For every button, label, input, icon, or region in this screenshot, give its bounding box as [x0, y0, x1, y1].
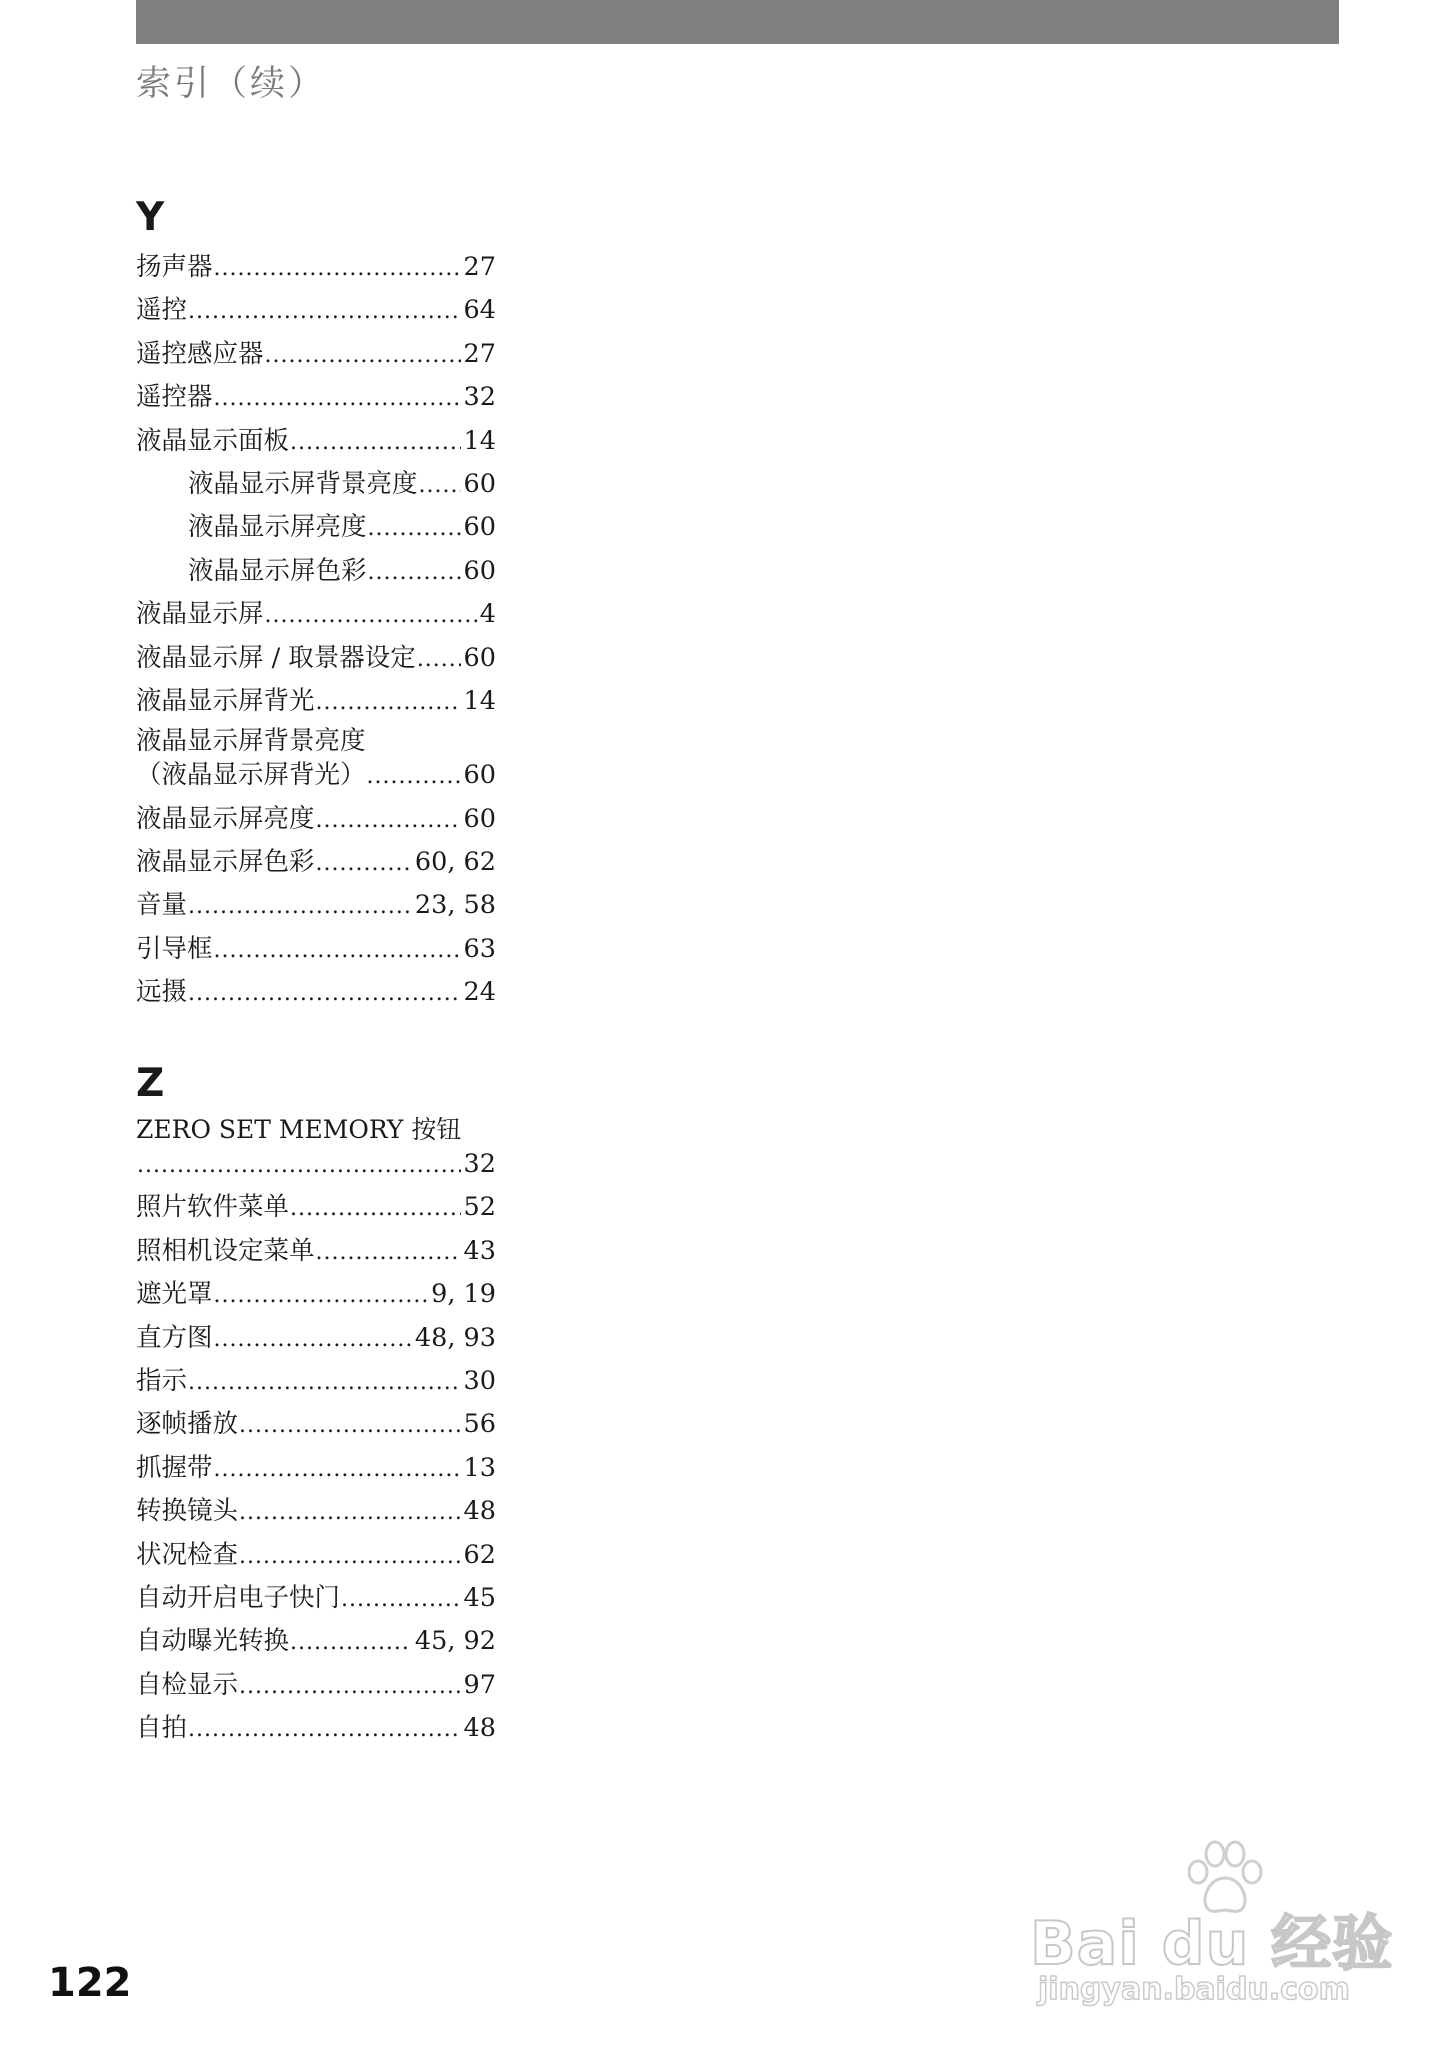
entry-page: 63: [463, 933, 496, 964]
dot-leader: [290, 1621, 412, 1664]
entry-page: 60: [463, 512, 496, 543]
dot-leader: [316, 799, 461, 842]
entry-page: 48, 93: [414, 1322, 496, 1353]
dot-leader: [214, 929, 461, 972]
entry-term: 直方图: [136, 1322, 213, 1353]
entry-page: 32: [463, 382, 496, 413]
dot-leader: [188, 1361, 461, 1404]
index-entry: [136, 1112, 496, 1186]
dot-leader: [188, 290, 461, 333]
dot-leader: [316, 1231, 461, 1274]
index-entry: [136, 1273, 496, 1316]
dot-leader: [214, 1274, 429, 1317]
index-entry: [136, 884, 496, 927]
dot-leader: [367, 755, 461, 798]
dot-leader: [137, 1144, 461, 1187]
entry-term: 自检显示: [136, 1669, 239, 1700]
entry-page: 43: [463, 1235, 496, 1266]
index-entry: [136, 1317, 496, 1360]
entry-term: 自动曝光转换: [136, 1626, 290, 1657]
index-entry: [136, 1230, 496, 1273]
entry-page: 45, 92: [414, 1626, 496, 1657]
dot-leader: [239, 1404, 461, 1447]
entry-page: 23, 58: [414, 890, 496, 921]
entry-page: 60, 62: [414, 847, 496, 878]
index-entry: [136, 1620, 496, 1663]
entry-page: 32: [463, 1149, 496, 1179]
entry-page: 56: [463, 1409, 496, 1440]
entry-term: 自拍: [136, 1713, 188, 1744]
index-entry: [136, 376, 496, 419]
entry-term: 自动开启电子快门: [136, 1582, 341, 1613]
watermark-logo: Bai du 经验: [1030, 1909, 1394, 1979]
entry-term: 扬声器: [136, 252, 213, 282]
page-title: 索引（续）: [136, 64, 327, 104]
dot-leader: [188, 885, 412, 928]
index-entry: [136, 971, 496, 1014]
dot-leader: [214, 1448, 461, 1491]
entry-page: 64: [463, 295, 496, 326]
entry-page: 30: [463, 1365, 496, 1396]
section-letter: Y: [136, 195, 165, 240]
index-entry: [136, 841, 496, 884]
entry-page: 24: [463, 977, 496, 1008]
entry-term: 转换镜头: [136, 1496, 239, 1527]
index-entry: [136, 1490, 496, 1533]
index-entry: [136, 723, 496, 797]
entry-page: 48: [463, 1713, 496, 1744]
entry-term: 遮光罩: [136, 1279, 213, 1310]
entry-page: 60: [463, 555, 496, 586]
entry-term: 液晶显示屏: [136, 599, 264, 630]
header-bar: [136, 0, 1339, 44]
dot-leader: [214, 247, 461, 290]
entry-page: 27: [463, 338, 496, 369]
entry-term: 照相机设定菜单: [136, 1235, 315, 1266]
entry-term: 指示: [136, 1365, 188, 1396]
section-letter: Z: [136, 1061, 165, 1106]
dot-leader: [368, 507, 461, 550]
dot-leader: [265, 334, 461, 377]
dot-leader: [239, 1535, 461, 1578]
entry-term: 状况检查: [136, 1539, 239, 1570]
entry-page: 14: [463, 425, 496, 456]
index-section-z: [136, 1060, 496, 1750]
entry-page: 60: [463, 642, 496, 673]
dot-leader: [239, 1491, 461, 1534]
index-entry: [136, 1707, 496, 1750]
dot-leader: [188, 1708, 461, 1751]
dot-leader: [419, 464, 461, 507]
entry-term: 遥控器: [136, 382, 213, 413]
entry-term: 液晶显示屏背光: [136, 685, 315, 716]
entry-term: 远摄: [136, 977, 188, 1008]
entry-page: 9, 19: [431, 1279, 496, 1310]
dot-leader: [316, 842, 412, 885]
entry-term: 液晶显示屏亮度: [136, 803, 315, 834]
index-entry: [136, 1534, 496, 1577]
entry-term: 音量: [136, 890, 188, 921]
dot-leader: [265, 594, 477, 637]
page-number: 122: [48, 1960, 132, 2006]
dot-leader: [239, 1665, 461, 1708]
entry-term: 遥控感应器: [136, 338, 264, 369]
index-entry: [136, 1577, 496, 1620]
entry-term: ZERO SET MEMORY 按钮: [136, 1115, 462, 1144]
index-entry: [136, 928, 496, 971]
entry-term: 遥控: [136, 295, 188, 326]
entry-page: 13: [463, 1452, 496, 1483]
entry-page: 45: [463, 1582, 496, 1613]
index-subentry: [136, 463, 496, 506]
entry-page: 60: [463, 760, 496, 791]
index-section-y: [136, 194, 496, 1015]
index-subentry: [136, 550, 496, 593]
index-entry: [136, 1186, 496, 1229]
dot-leader: [290, 1187, 461, 1230]
entry-term: 液晶显示屏背景亮度: [188, 468, 418, 499]
entry-term: 逐帧播放: [136, 1409, 239, 1440]
index-entry: [136, 1664, 496, 1707]
entry-page: 62: [463, 1539, 496, 1570]
entry-term: 液晶显示屏色彩: [136, 847, 315, 878]
index-subentry: [136, 506, 496, 549]
entry-page: 52: [463, 1192, 496, 1223]
entry-page: 27: [463, 252, 496, 282]
entry-page: 97: [463, 1669, 496, 1700]
index-entry: [136, 680, 496, 723]
dot-leader: [290, 421, 461, 464]
index-entry: [136, 289, 496, 332]
index-entry: [136, 333, 496, 376]
index-entry: [136, 420, 496, 463]
entry-page: 4: [479, 599, 496, 630]
entry-term: 液晶显示屏背景亮度: [136, 726, 366, 757]
baidu-jingyan-watermark: [1030, 1838, 1394, 2018]
index-entry: [136, 593, 496, 636]
dot-leader: [188, 972, 461, 1015]
dot-leader: [214, 1318, 412, 1361]
entry-term: 引导框: [136, 933, 213, 964]
entry-page: 14: [463, 685, 496, 716]
entry-page: 60: [463, 803, 496, 834]
entry-term: 照片软件菜单: [136, 1192, 290, 1223]
dot-leader: [368, 551, 461, 594]
watermark-url: jingyan.baidu.com: [1038, 1972, 1350, 2007]
entry-term: 抓握带: [136, 1452, 213, 1483]
dot-leader: [316, 681, 461, 724]
entry-term: 液晶显示屏 / 取景器设定: [136, 642, 416, 673]
entry-term: 液晶显示屏亮度: [188, 512, 367, 543]
index-entry: [136, 1360, 496, 1403]
entry-term: 液晶显示面板: [136, 425, 290, 456]
entry-page: 48: [463, 1496, 496, 1527]
index-entry: [136, 246, 496, 289]
index-entry: [136, 798, 496, 841]
entry-term: 液晶显示屏色彩: [188, 555, 367, 586]
index-entry: [136, 637, 496, 680]
index-entry: [136, 1447, 496, 1490]
dot-leader: [214, 377, 461, 420]
entry-term-continued: （液晶显示屏背光）: [136, 760, 366, 791]
entry-page: 60: [463, 468, 496, 499]
dot-leader: [417, 638, 461, 681]
index-entry: [136, 1403, 496, 1446]
dot-leader: [341, 1578, 461, 1621]
